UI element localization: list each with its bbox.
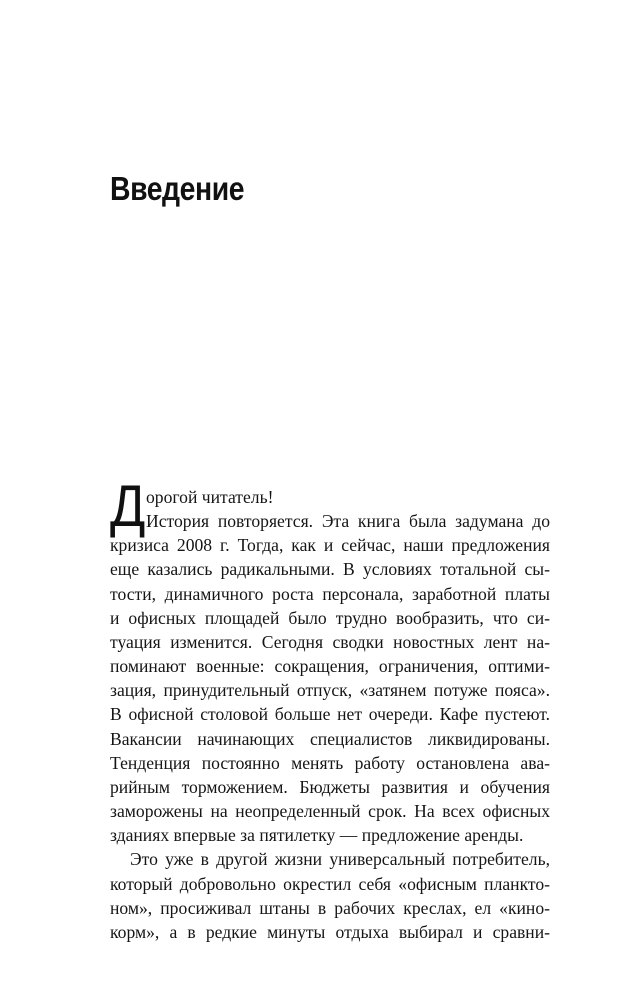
- text-line: кризиса 2008 г. Тогда, как и сейчас, наши предложения: [110, 535, 550, 556]
- chapter-heading: Введение: [110, 170, 245, 207]
- text-line: туация изменится. Сегодня сводки новостных лент на-: [110, 631, 550, 652]
- drop-cap: Д: [110, 474, 146, 539]
- text-line: История повторяется. Эта книга была задумана до: [146, 511, 550, 532]
- text-line: еще казались радикальными. В условиях тотальной сы-: [110, 559, 550, 580]
- text-line: зация, принудительный отпуск, «затянем потуже пояса».: [110, 680, 550, 701]
- text-line: заморожены на неопределенный срок. На всех офисных: [110, 801, 550, 822]
- text-line: ном», просиживал штаны в рабочих креслах, ел «кино-: [110, 897, 550, 918]
- text-line: который добровольно окрестил себя «офисным планкто-: [110, 873, 550, 894]
- text-line: тости, динамичного роста персонала, заработной платы: [110, 583, 550, 604]
- body-text: [110, 485, 550, 944]
- text-line: зданиях впервые за пятилетку — предложение аренды.: [110, 825, 524, 846]
- text-line: поминают военные: сокращения, ограничения, оптими-: [110, 656, 550, 677]
- text-line: и офисных площадей было трудно вообразить, что си-: [110, 607, 550, 628]
- text-line: В офисной столовой больше нет очереди. Кафе пустеют.: [110, 704, 550, 725]
- text-line: Это уже в другой жизни универсальный потребитель,: [130, 849, 550, 870]
- greeting-line: орогой читатель!: [146, 487, 274, 507]
- text-line: рийным торможением. Бюджеты развития и обучения: [110, 776, 550, 797]
- text-line: корм», а в редкие минуты отдыха выбирал и сравни-: [110, 921, 550, 942]
- text-line: Вакансии начинающих специалистов ликвидированы.: [110, 728, 550, 749]
- text-line: Тенденция постоянно менять работу остановлена ава-: [110, 752, 550, 773]
